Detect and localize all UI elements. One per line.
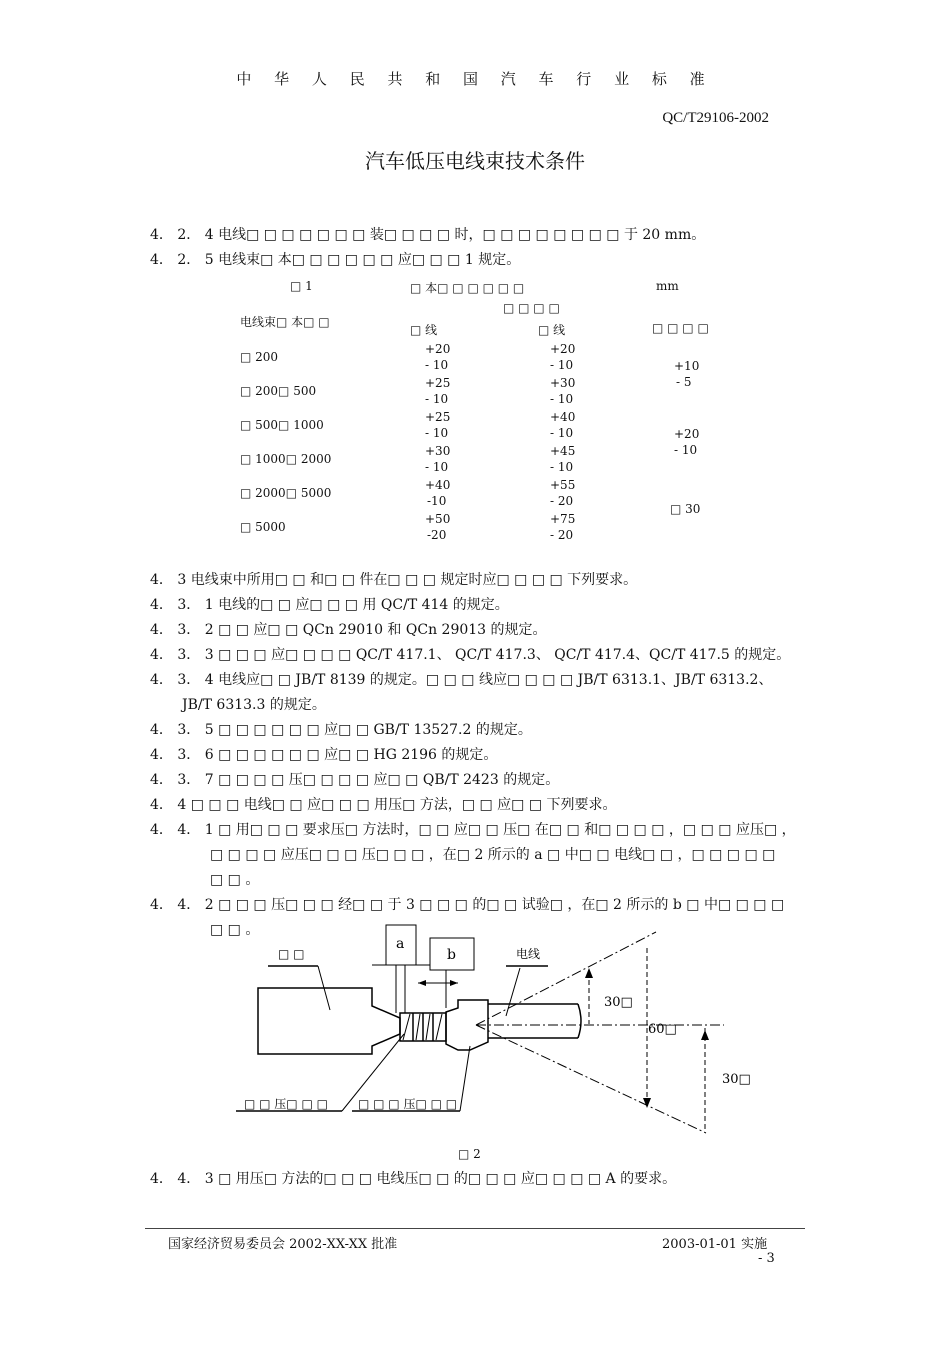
table-cell: - 10: [425, 358, 449, 372]
table-cell: - 10: [674, 443, 698, 457]
table-cell: +45: [550, 444, 576, 458]
table-cell: -20: [427, 528, 447, 542]
table-cell: +40: [550, 410, 576, 424]
footer-implementation: 2003-01-01 实施: [662, 1237, 768, 1252]
paragraph-4-3-3: 4． 3． 3 □ □ □ 应□ □ □ □ QC/T 417.1、 QC/T 417.3、 QC/T 417.4、QC/T 417.5 的规定。: [150, 647, 791, 663]
table-row-label: □ 500□ 1000: [240, 418, 324, 432]
angle-line-upper: [476, 932, 656, 1025]
table-cell: - 10: [550, 358, 574, 372]
table-cell: +55: [550, 478, 576, 492]
table-cell: - 20: [550, 494, 574, 508]
page-number: - 3: [758, 1251, 775, 1266]
table-cell: - 10: [550, 460, 574, 474]
table-col-group: □ □ □ □: [503, 301, 560, 315]
table-cell: +20: [550, 342, 576, 356]
table-col-sub1: □ 线: [410, 323, 438, 337]
label-conductor-crimp: □ □ 压□ □ □: [244, 1097, 328, 1111]
table-row-label: □ 2000□ 5000: [240, 486, 332, 500]
paragraph-4-3-7: 4． 3． 7 □ □ □ □ 压□ □ □ □ 应□ □ QB/T 2423 的规定。: [150, 772, 560, 788]
table-cell: - 10: [425, 392, 449, 406]
paragraph-4-3-2: 4． 3． 2 □ □ 应□ □ QCn 29010 和 QCn 29013 的规定。: [150, 622, 547, 638]
table-col-sub2: □ 线: [538, 323, 566, 337]
footer-rule: [145, 1228, 805, 1229]
table-cell: +30: [550, 376, 576, 390]
paragraph-4-3-4-cont: JB/T 6313.3 的规定。: [182, 697, 326, 713]
label-terminal: □ □: [278, 947, 305, 961]
table-cell: +20: [674, 427, 700, 441]
angle-line-lower: [476, 1025, 706, 1133]
document-title: 汽车低压电线束技术条件: [365, 149, 585, 173]
paragraph-4-4: 4． 4 □ □ □ 电线□ □ 应□ □ □ 用压□ 方法，□ □ 应□ □ 下列要求。: [150, 797, 617, 813]
label-b: b: [447, 947, 456, 963]
paragraph-4-4-1-cont2: □ □ 。: [210, 872, 260, 888]
table-cell: - 5: [676, 375, 692, 389]
table-row-label: □ 1000□ 2000: [240, 452, 332, 466]
table-cell: - 10: [425, 460, 449, 474]
terminal-body: [258, 988, 400, 1054]
table-row-label: □ 200: [240, 350, 279, 364]
label-wire: 电线: [516, 947, 541, 961]
table-cell: - 10: [550, 426, 574, 440]
table-col-harness-length: 电线束□ 本□ □: [240, 315, 330, 329]
table-cell: +75: [550, 512, 576, 526]
paragraph-4-3-6: 4． 3． 6 □ □ □ □ □ □ 应□ □ HG 2196 的规定。: [150, 747, 498, 763]
paragraph-4-3-5: 4． 3． 5 □ □ □ □ □ □ 应□ □ GB/T 13527.2 的规定。: [150, 722, 532, 738]
label-insulation-crimp: □ □ □ 压□ □ □: [358, 1097, 458, 1111]
paragraph-4-3-1: 4． 3． 1 电线的□ □ 应□ □ □ 用 QC/T 414 的规定。: [150, 597, 509, 613]
table-cell: +50: [425, 512, 451, 526]
table-cell: -10: [427, 494, 447, 508]
label-a: a: [396, 936, 405, 952]
table-cell: +25: [425, 376, 451, 390]
table-caption-title: □ 本□ □ □ □ □ □: [410, 281, 525, 295]
table-caption-number: □ 1: [290, 279, 313, 293]
paragraph-4-4-1: 4． 4． 1 □ 用□ □ □ 要求压□ 方法时，□ □ 应□ □ 压□ 在□ □ 和□ □ □ □ ，□ □ □ 应压□ ，: [150, 822, 796, 838]
table-cell: □ 30: [670, 502, 701, 516]
table-col-third: □ □ □ □: [652, 321, 709, 335]
paragraph-4-4-1-cont: □ □ □ □ 应压□ □ □ 压□ □ □ ，在□ 2 所示的 a □ 中□ □ 电线□ □ ，□ □ □ □ □: [210, 847, 776, 863]
figure-caption: □ 2: [458, 1147, 481, 1161]
table-cell: +30: [425, 444, 451, 458]
org-header-line: 中 华 人 民 共 和 国 汽 车 行 业 标 准: [236, 70, 714, 88]
paragraph-4-4-2: 4． 4． 2 □ □ □ 压□ □ □ 经□ □ 于 3 □ □ □ 的□ □ 试验□ ，在□ 2 所示的 b □ 中□ □ □ □: [150, 897, 785, 913]
standard-code: QC/T29106-2002: [662, 110, 769, 126]
table-cell: +10: [674, 359, 700, 373]
paragraph-4-2-4: 4． 2． 4 电线□ □ □ □ □ □ □ 装□ □ □ □ 时，□ □ □ □ □ □ □ □ 于 20 mm。: [150, 227, 706, 243]
table-cell: +25: [425, 410, 451, 424]
angle-60: 60□: [648, 1022, 677, 1037]
angle-30-lower: 30□: [722, 1072, 751, 1087]
table-row-label: □ 200□ 500: [240, 384, 317, 398]
table-cell: +40: [425, 478, 451, 492]
table-cell: - 10: [425, 426, 449, 440]
paragraph-4-4-2-cont: □ □ 。: [210, 922, 260, 938]
paragraph-4-3: 4． 3 电线束中所用□ □ 和□ □ 件在□ □ □ 规定时应□ □ □ □ 下列要求。: [150, 572, 638, 588]
table-cell: - 20: [550, 528, 574, 542]
paragraph-4-2-5: 4． 2． 5 电线束□ 本□ □ □ □ □ □ 应□ □ □ 1 规定。: [150, 252, 521, 268]
angle-30-upper: 30□: [604, 995, 633, 1010]
table-unit: mm: [656, 279, 679, 293]
paragraph-4-4-3: 4． 4． 3 □ 用压□ 方法的□ □ □ 电线压□ □ 的□ □ □ 应□ □ □ □ A 的要求。: [150, 1171, 677, 1187]
table-cell: - 10: [550, 392, 574, 406]
table-row-label: □ 5000: [240, 520, 286, 534]
paragraph-4-3-4: 4． 3． 4 电线应□ □ JB/T 8139 的规定。□ □ □ 线应□ □ □ □ JB/T 6313.1、JB/T 6313.2、: [150, 672, 773, 688]
table-cell: +20: [425, 342, 451, 356]
footer-approval: 国家经济贸易委员会 2002-XX-XX 批准: [168, 1237, 398, 1252]
